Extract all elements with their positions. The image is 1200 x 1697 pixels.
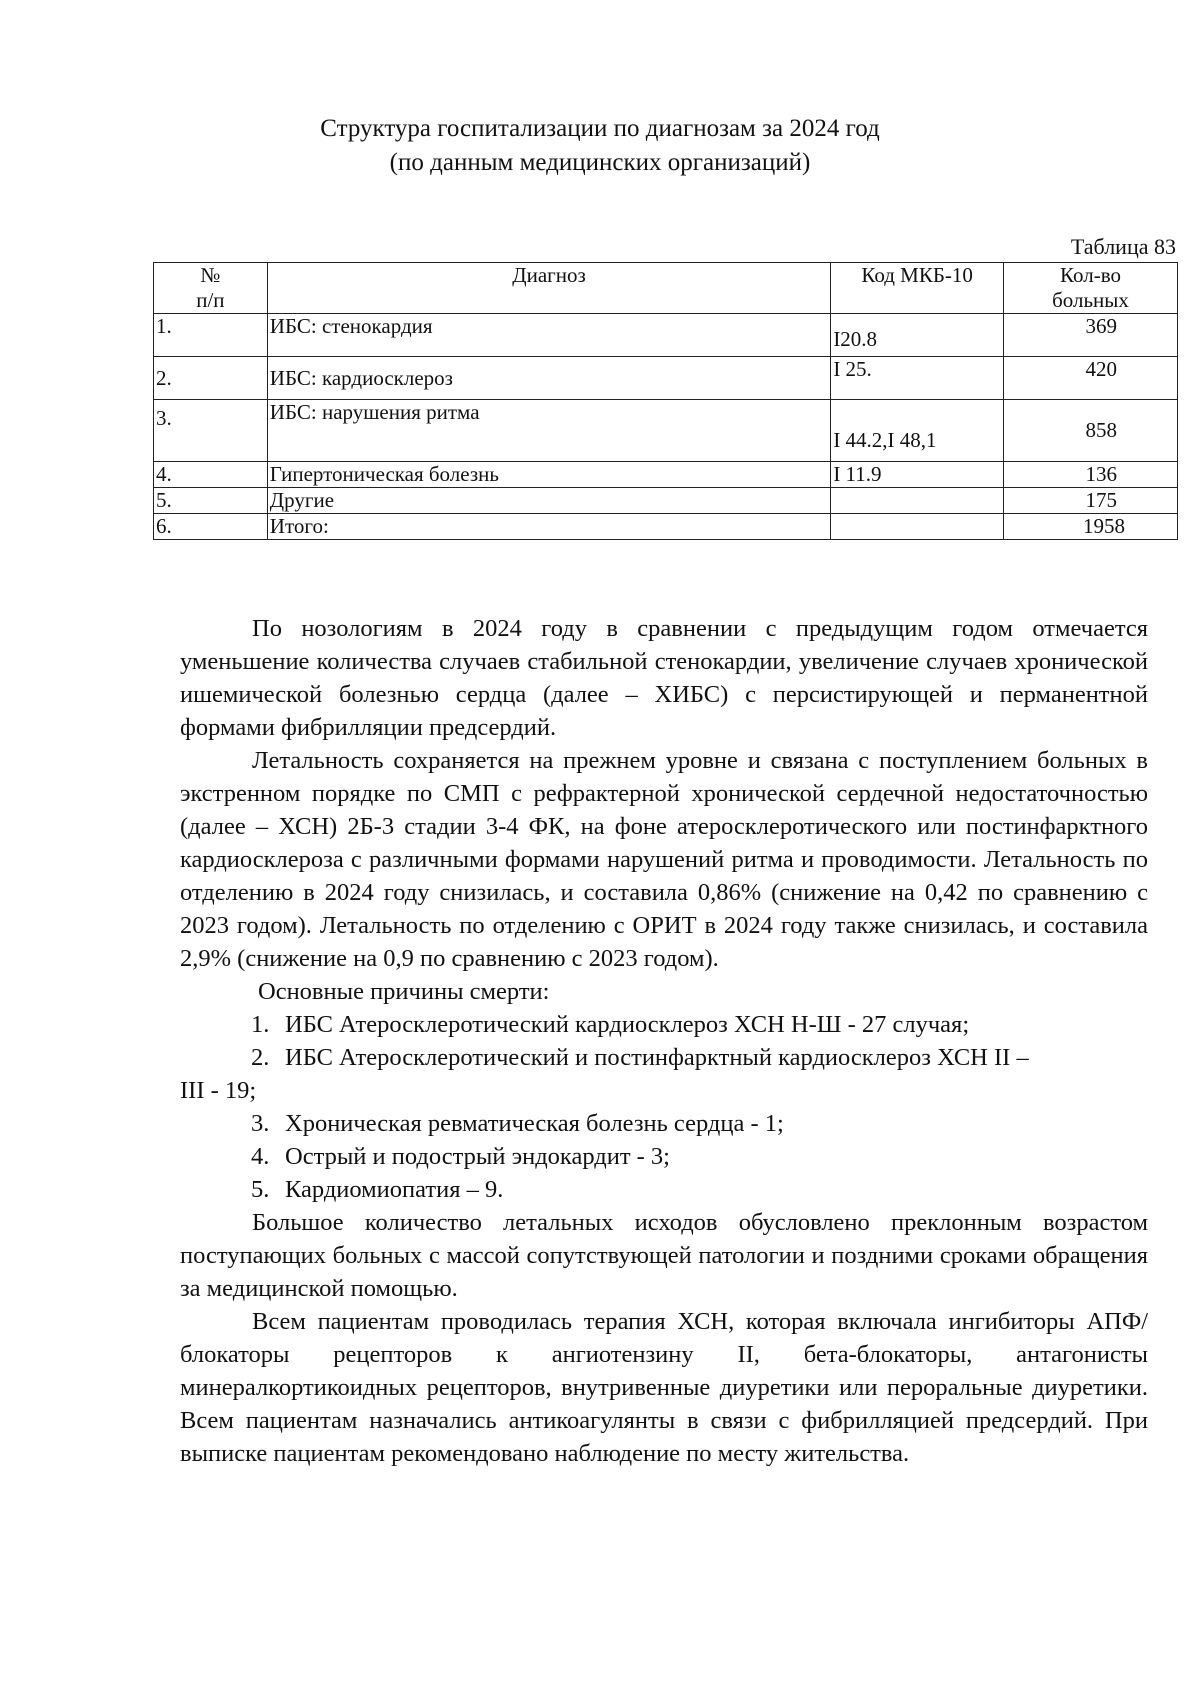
row-code	[831, 514, 1004, 540]
header-count-line1: Кол-во	[1060, 263, 1121, 287]
header-diagnosis: Диагноз	[267, 263, 831, 314]
document-title: Структура госпитализации по диагнозам за 2024 год	[320, 115, 880, 142]
list-item	[180, 1008, 1148, 1041]
header-num-line1: №	[200, 263, 221, 287]
row-num: 1.	[154, 314, 268, 357]
list-item	[180, 1140, 1148, 1173]
list-item-number: 2.	[251, 1044, 270, 1071]
list-item-continuation: III - 19;	[180, 1077, 257, 1104]
header-num	[154, 263, 268, 314]
list-item-text: ИБС Атеросклеротический и постинфарктный кардиосклероз ХСН II –	[285, 1044, 1029, 1071]
row-code	[831, 488, 1004, 514]
paragraph-nosology: По нозологиям в 2024 году в сравнении с предыдущим годом отмечается уменьшение количества случаев стабильной стенокардии, увеличение случаев хронической ишемической болезнью сердца (далее – ХИБС) с персистирующей и перманентной формами фибрилляции предсердий.	[180, 615, 1148, 741]
list-item	[180, 1107, 1148, 1140]
paragraph-lethal-outcomes: Большое количество летальных исходов обусловлено преклонным возрастом поступающих больных с массой сопутствующей патологии и поздними сроками обращения за медицинской помощью.	[180, 1209, 1148, 1302]
row-num: 4.	[154, 462, 268, 488]
list-item-text: Хроническая ревматическая болезнь сердца - 1;	[285, 1110, 784, 1137]
row-code: I 44.2,I 48,1	[831, 400, 1004, 462]
table-row	[154, 400, 1178, 462]
row-diagnosis: Гипертоническая болезнь	[267, 462, 831, 488]
row-num: 3.	[154, 400, 268, 462]
table-row	[154, 462, 1178, 488]
row-count: 136	[1004, 462, 1178, 488]
list-item-text: ИБС Атеросклеротический кардиосклероз ХСН Н-Ш - 27 случая;	[285, 1011, 970, 1038]
header-count-line2: больных	[1052, 288, 1129, 312]
list-item-number: 1.	[251, 1011, 270, 1038]
row-code: I 11.9	[831, 462, 1004, 488]
header-count	[1004, 263, 1178, 314]
list-item-number: 4.	[251, 1143, 270, 1170]
list-item-number: 3.	[251, 1110, 270, 1137]
causes-list	[180, 1008, 1148, 1206]
row-num: 6.	[154, 514, 268, 540]
row-count: 420	[1004, 357, 1178, 400]
document-subtitle: (по данным медицинских организаций)	[389, 149, 811, 176]
row-diagnosis: Итого:	[267, 514, 831, 540]
body-text	[180, 612, 1148, 1470]
list-item-text: Острый и подострый эндокардит - 3;	[285, 1143, 670, 1170]
paragraph-therapy: Всем пациентам проводилась терапия ХСН, которая включала ингибиторы АПФ/блокаторы рецепторов к ангиотензину II, бета-блокаторы, антагонисты минералкортикоидных рецепторов, внутривенные диуретики или пероральные диуретики. Всем пациентам назначались антикоагулянты в связи с фибрилляцией предсердий. При выписке пациентам рекомендовано наблюдение по месту жительства.	[180, 1308, 1148, 1467]
header-num-line2: п/п	[196, 288, 225, 312]
row-num: 5.	[154, 488, 268, 514]
list-item-text: Кардиомиопатия – 9.	[285, 1176, 504, 1203]
row-code: I 25.	[831, 357, 1004, 400]
list-item	[180, 1041, 1148, 1074]
row-diagnosis: ИБС: кардиосклероз	[267, 357, 831, 400]
row-diagnosis: Другие	[267, 488, 831, 514]
list-item	[180, 1173, 1148, 1206]
table-row	[154, 488, 1178, 514]
causes-heading: Основные причины смерти:	[258, 978, 550, 1005]
table-header-row	[154, 263, 1178, 314]
row-num: 2.	[154, 357, 268, 400]
row-count: 369	[1004, 314, 1178, 357]
paragraph-mortality: Летальность сохраняется на прежнем уровне и связана с поступлением больных в экстренном порядке по СМП с рефрактерной хронической сердечной недостаточностью (далее – ХСН) 2Б-3 стадии 3-4 ФК, на фоне атеросклеротического или постинфарктного кардиосклероза с различными формами нарушений ритма и проводимости. Летальность по отделению в 2024 году снизилась, и составила 0,86% (снижение на 0,42 по сравнению с 2023 годом). Летальность по отделению с ОРИТ в 2024 году также снизилась, и составила 2,9% (снижение на 0,9 по сравнению с 2023 годом).	[180, 747, 1148, 972]
row-count: 175	[1004, 488, 1178, 514]
list-item-number: 5.	[251, 1176, 270, 1203]
header-code: Код МКБ-10	[831, 263, 1004, 314]
table-row	[154, 314, 1178, 357]
diagnosis-table	[153, 262, 1178, 540]
row-count: 1958	[1004, 514, 1178, 540]
row-diagnosis: ИБС: нарушения ритма	[267, 400, 831, 462]
row-code: I20.8	[831, 314, 1004, 357]
table-row	[154, 514, 1178, 540]
row-diagnosis: ИБС: стенокардия	[267, 314, 831, 357]
table-caption: Таблица 83	[1070, 234, 1176, 259]
table-row	[154, 357, 1178, 400]
row-count: 858	[1004, 400, 1178, 462]
